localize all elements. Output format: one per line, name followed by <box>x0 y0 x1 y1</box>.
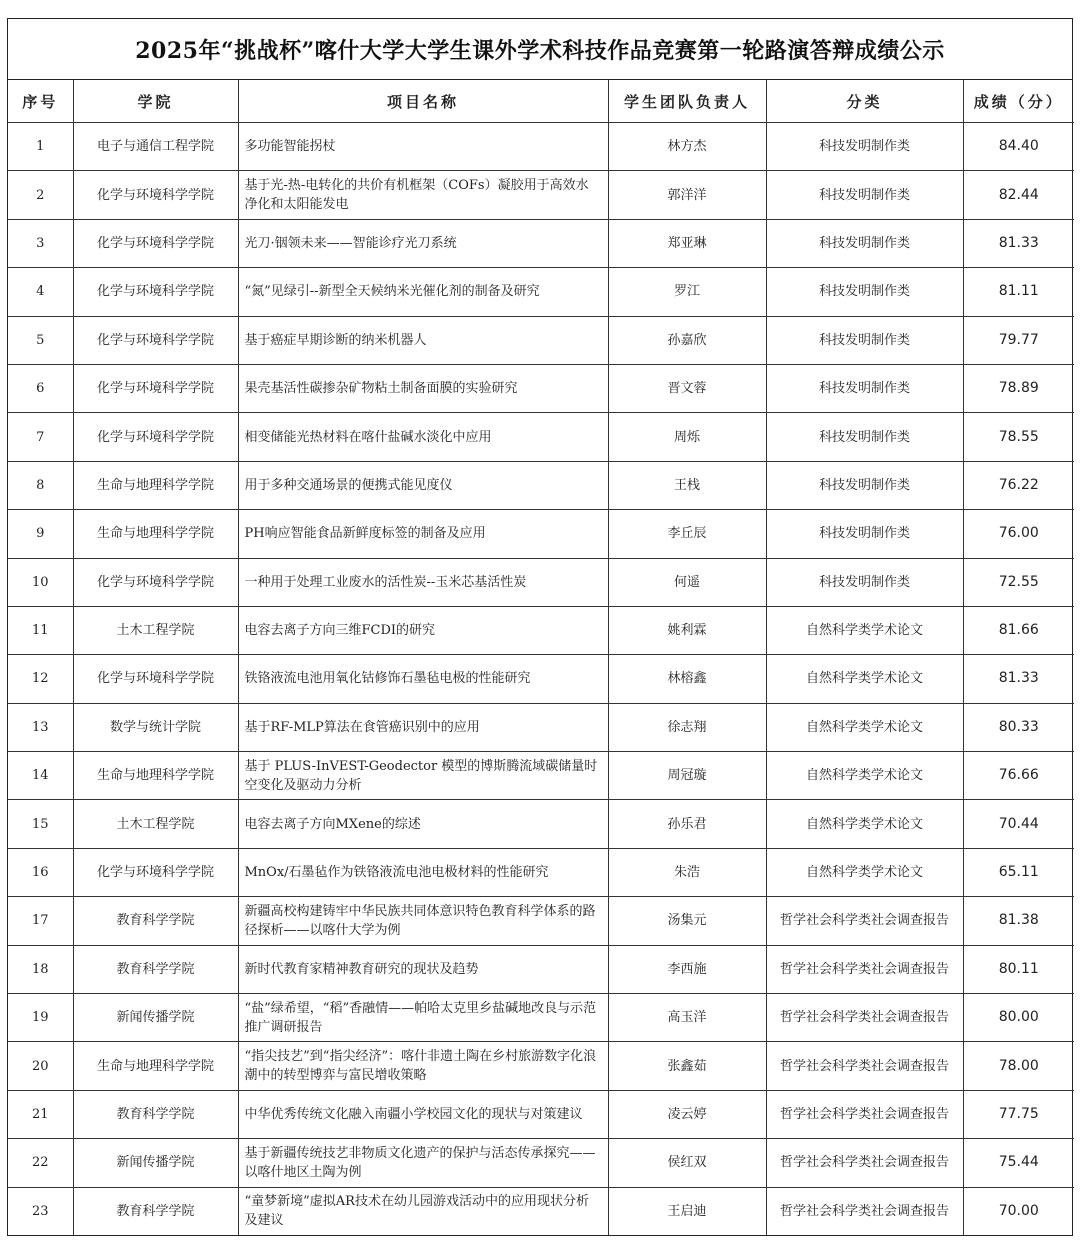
cell-college: 化学与环境科学学院 <box>73 364 238 412</box>
cell-leader: 王栈 <box>608 461 766 509</box>
table-row <box>8 703 1074 751</box>
cell-category: 哲学社会科学类社会调查报告 <box>766 1187 963 1235</box>
cell-category: 自然科学类学术论文 <box>766 848 963 896</box>
cell-college: 化学与环境科学学院 <box>73 413 238 461</box>
cell-score: 70.44 <box>963 800 1074 848</box>
cell-project: 电容去离子方向MXene的综述 <box>238 800 608 848</box>
cell-no: 4 <box>8 268 73 316</box>
cell-no: 15 <box>8 800 73 848</box>
cell-category: 哲学社会科学类社会调查报告 <box>766 945 963 993</box>
cell-score: 81.66 <box>963 606 1074 654</box>
cell-college: 教育科学学院 <box>73 1090 238 1138</box>
cell-project: 相变储能光热材料在喀什盐碱水淡化中应用 <box>238 413 608 461</box>
cell-category: 科技发明制作类 <box>766 123 963 171</box>
cell-score: 76.00 <box>963 510 1074 558</box>
cell-leader: 郭洋洋 <box>608 171 766 219</box>
cell-college: 教育科学学院 <box>73 897 238 945</box>
cell-no: 10 <box>8 558 73 606</box>
cell-project: 果壳基活性碳掺杂矿物粘土制备面膜的实验研究 <box>238 364 608 412</box>
cell-category: 哲学社会科学类社会调查报告 <box>766 1090 963 1138</box>
cell-no: 13 <box>8 703 73 751</box>
cell-category: 科技发明制作类 <box>766 510 963 558</box>
cell-leader: 徐志翔 <box>608 703 766 751</box>
cell-project: 用于多种交通场景的便携式能见度仪 <box>238 461 608 509</box>
table-row <box>8 655 1074 703</box>
cell-project: “氮”见绿引--新型全天候纳米光催化剂的制备及研究 <box>238 268 608 316</box>
cell-project: 基于光-热-电转化的共价有机框架（COFs）凝胶用于高效水净化和太阳能发电 <box>238 171 608 219</box>
cell-score: 70.00 <box>963 1187 1074 1235</box>
cell-category: 科技发明制作类 <box>766 558 963 606</box>
cell-leader: 朱浩 <box>608 848 766 896</box>
cell-college: 化学与环境科学学院 <box>73 171 238 219</box>
cell-college: 土木工程学院 <box>73 606 238 654</box>
cell-category: 自然科学类学术论文 <box>766 752 963 800</box>
table-row <box>8 848 1074 896</box>
cell-no: 14 <box>8 752 73 800</box>
table-row <box>8 413 1074 461</box>
cell-project: “指尖技艺”到“指尖经济”：喀什非遗土陶在乡村旅游数字化浪潮中的转型博弈与富民增收策略 <box>238 1042 608 1090</box>
cell-college: 新闻传播学院 <box>73 994 238 1042</box>
cell-college: 教育科学学院 <box>73 945 238 993</box>
cell-no: 1 <box>8 123 73 171</box>
cell-score: 82.44 <box>963 171 1074 219</box>
table-row <box>8 316 1074 364</box>
cell-leader: 孙嘉欣 <box>608 316 766 364</box>
cell-project: 基于RF-MLP算法在食管癌识别中的应用 <box>238 703 608 751</box>
cell-college: 化学与环境科学学院 <box>73 268 238 316</box>
cell-score: 81.33 <box>963 655 1074 703</box>
cell-project: 新疆高校构建铸牢中华民族共同体意识特色教育科学体系的路径探析——以喀什大学为例 <box>238 897 608 945</box>
table-body <box>8 123 1074 1235</box>
cell-project: 新时代教育家精神教育研究的现状及趋势 <box>238 945 608 993</box>
cell-category: 哲学社会科学类社会调查报告 <box>766 1139 963 1187</box>
table-row <box>8 800 1074 848</box>
cell-category: 科技发明制作类 <box>766 171 963 219</box>
cell-category: 科技发明制作类 <box>766 268 963 316</box>
cell-category: 自然科学类学术论文 <box>766 800 963 848</box>
cell-score: 76.66 <box>963 752 1074 800</box>
cell-college: 教育科学学院 <box>73 1187 238 1235</box>
cell-project: PH响应智能食品新鲜度标签的制备及应用 <box>238 510 608 558</box>
cell-leader: 王启迪 <box>608 1187 766 1235</box>
cell-no: 21 <box>8 1090 73 1138</box>
cell-leader: 李丘辰 <box>608 510 766 558</box>
cell-no: 23 <box>8 1187 73 1235</box>
cell-score: 77.75 <box>963 1090 1074 1138</box>
cell-project: 一种用于处理工业废水的活性炭--玉米芯基活性炭 <box>238 558 608 606</box>
cell-score: 78.89 <box>963 364 1074 412</box>
cell-category: 自然科学类学术论文 <box>766 703 963 751</box>
table-row <box>8 1090 1074 1138</box>
header-category: 分类 <box>766 80 963 123</box>
table-row <box>8 558 1074 606</box>
table-row <box>8 752 1074 800</box>
header-no: 序号 <box>8 80 73 123</box>
cell-category: 科技发明制作类 <box>766 461 963 509</box>
cell-score: 78.55 <box>963 413 1074 461</box>
cell-score: 80.00 <box>963 994 1074 1042</box>
cell-project: 光刀·铟领未来——智能诊疗光刀系统 <box>238 219 608 267</box>
cell-category: 科技发明制作类 <box>766 316 963 364</box>
page-title: 2025年“挑战杯”喀什大学大学生课外学术科技作品竞赛第一轮路演答辩成绩公示 <box>8 19 1072 80</box>
cell-score: 81.11 <box>963 268 1074 316</box>
cell-no: 9 <box>8 510 73 558</box>
cell-category: 自然科学类学术论文 <box>766 655 963 703</box>
table-row <box>8 364 1074 412</box>
cell-category: 哲学社会科学类社会调查报告 <box>766 897 963 945</box>
cell-category: 哲学社会科学类社会调查报告 <box>766 1042 963 1090</box>
cell-category: 科技发明制作类 <box>766 364 963 412</box>
header-project: 项目名称 <box>238 80 608 123</box>
cell-score: 81.33 <box>963 219 1074 267</box>
cell-no: 5 <box>8 316 73 364</box>
cell-no: 19 <box>8 994 73 1042</box>
cell-leader: 周烁 <box>608 413 766 461</box>
cell-no: 22 <box>8 1139 73 1187</box>
cell-project: 基于新疆传统技艺非物质文化遗产的保护与活态传承探究——以喀什地区土陶为例 <box>238 1139 608 1187</box>
cell-project: 电容去离子方向三维FCDI的研究 <box>238 606 608 654</box>
header-leader: 学生团队负责人 <box>608 80 766 123</box>
cell-score: 78.00 <box>963 1042 1074 1090</box>
cell-college: 电子与通信工程学院 <box>73 123 238 171</box>
cell-no: 11 <box>8 606 73 654</box>
cell-no: 18 <box>8 945 73 993</box>
cell-leader: 林榕鑫 <box>608 655 766 703</box>
table-row <box>8 171 1074 219</box>
cell-college: 生命与地理科学学院 <box>73 752 238 800</box>
cell-no: 3 <box>8 219 73 267</box>
cell-score: 80.33 <box>963 703 1074 751</box>
cell-score: 79.77 <box>963 316 1074 364</box>
cell-project: 铁铬液流电池用氧化钴修饰石墨毡电极的性能研究 <box>238 655 608 703</box>
table-row <box>8 268 1074 316</box>
cell-college: 生命与地理科学学院 <box>73 510 238 558</box>
table-row <box>8 123 1074 171</box>
cell-project: “童梦新境”虚拟AR技术在幼儿园游戏活动中的应用现状分析及建议 <box>238 1187 608 1235</box>
cell-leader: 侯红双 <box>608 1139 766 1187</box>
table-row <box>8 510 1074 558</box>
cell-no: 7 <box>8 413 73 461</box>
table-row <box>8 1042 1074 1090</box>
cell-college: 土木工程学院 <box>73 800 238 848</box>
cell-leader: 周冠璇 <box>608 752 766 800</box>
cell-leader: 凌云婷 <box>608 1090 766 1138</box>
cell-project: 基于 PLUS-InVEST-Geodector 模型的博斯腾流域碳储量时空变化及驱动力分析 <box>238 752 608 800</box>
cell-leader: 何遥 <box>608 558 766 606</box>
table-row <box>8 1187 1074 1235</box>
cell-project: 多功能智能拐杖 <box>238 123 608 171</box>
cell-no: 6 <box>8 364 73 412</box>
cell-leader: 汤集元 <box>608 897 766 945</box>
cell-college: 数学与统计学院 <box>73 703 238 751</box>
cell-college: 化学与环境科学学院 <box>73 848 238 896</box>
cell-no: 8 <box>8 461 73 509</box>
cell-no: 17 <box>8 897 73 945</box>
header-score: 成绩（分） <box>963 80 1074 123</box>
cell-college: 新闻传播学院 <box>73 1139 238 1187</box>
table-header-row <box>8 80 1074 123</box>
cell-score: 65.11 <box>963 848 1074 896</box>
table-row <box>8 219 1074 267</box>
cell-score: 84.40 <box>963 123 1074 171</box>
cell-college: 生命与地理科学学院 <box>73 461 238 509</box>
cell-category: 科技发明制作类 <box>766 413 963 461</box>
cell-category: 科技发明制作类 <box>766 219 963 267</box>
cell-score: 72.55 <box>963 558 1074 606</box>
cell-leader: 姚利霖 <box>608 606 766 654</box>
cell-college: 化学与环境科学学院 <box>73 219 238 267</box>
cell-leader: 孙乐君 <box>608 800 766 848</box>
cell-score: 75.44 <box>963 1139 1074 1187</box>
table-row <box>8 461 1074 509</box>
cell-leader: 罗江 <box>608 268 766 316</box>
cell-leader: 郑亚琳 <box>608 219 766 267</box>
cell-project: MnOx/石墨毡作为铁铬液流电池电极材料的性能研究 <box>238 848 608 896</box>
cell-category: 哲学社会科学类社会调查报告 <box>766 994 963 1042</box>
cell-no: 20 <box>8 1042 73 1090</box>
cell-leader: 林方杰 <box>608 123 766 171</box>
cell-leader: 高玉洋 <box>608 994 766 1042</box>
cell-score: 80.11 <box>963 945 1074 993</box>
cell-category: 自然科学类学术论文 <box>766 606 963 654</box>
cell-project: 基于癌症早期诊断的纳米机器人 <box>238 316 608 364</box>
results-table <box>8 80 1074 1235</box>
cell-project: “盐”绿希望，“稻”香融情——帕哈太克里乡盐碱地改良与示范推广调研报告 <box>238 994 608 1042</box>
cell-project: 中华优秀传统文化融入南疆小学校园文化的现状与对策建议 <box>238 1090 608 1138</box>
cell-leader: 李西施 <box>608 945 766 993</box>
table-row <box>8 994 1074 1042</box>
cell-no: 16 <box>8 848 73 896</box>
cell-no: 2 <box>8 171 73 219</box>
results-sheet <box>7 18 1073 1236</box>
cell-college: 化学与环境科学学院 <box>73 558 238 606</box>
cell-leader: 张鑫茹 <box>608 1042 766 1090</box>
table-row <box>8 1139 1074 1187</box>
cell-score: 76.22 <box>963 461 1074 509</box>
table-row <box>8 606 1074 654</box>
cell-leader: 晋文蓉 <box>608 364 766 412</box>
table-row <box>8 897 1074 945</box>
header-college: 学院 <box>73 80 238 123</box>
cell-college: 化学与环境科学学院 <box>73 655 238 703</box>
cell-college: 生命与地理科学学院 <box>73 1042 238 1090</box>
cell-no: 12 <box>8 655 73 703</box>
cell-college: 化学与环境科学学院 <box>73 316 238 364</box>
table-row <box>8 945 1074 993</box>
cell-score: 81.38 <box>963 897 1074 945</box>
